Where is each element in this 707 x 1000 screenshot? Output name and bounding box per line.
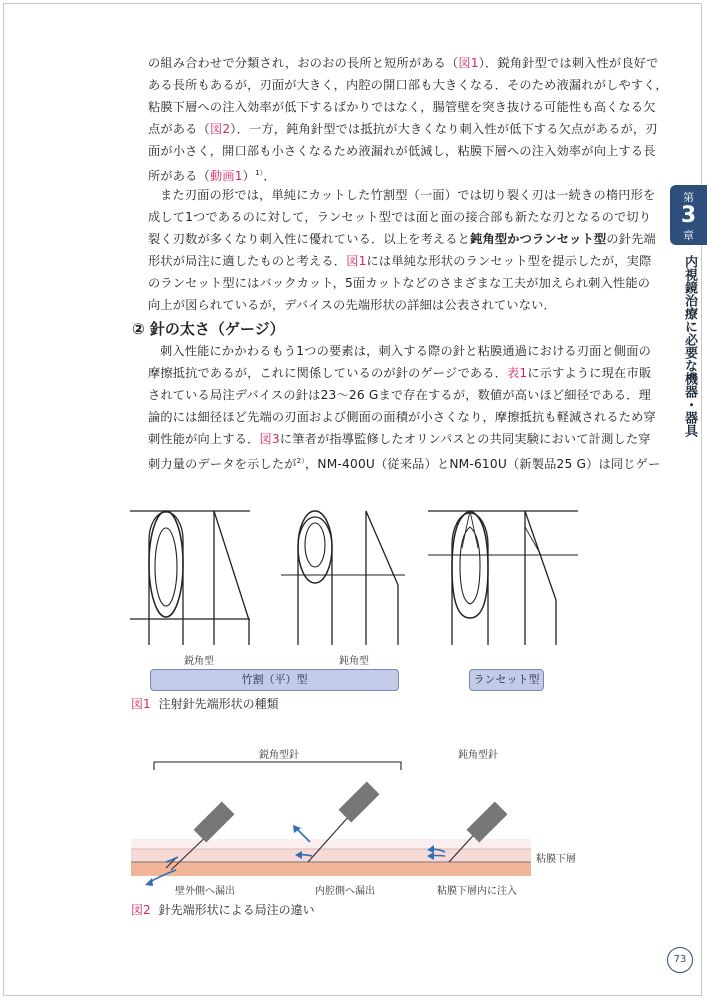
text-line: ある長所もあるが，刃面が大きく，内腔の開口部も大きくなる．そのため液漏れがしやすく， <box>148 78 668 92</box>
text-line: 粘膜下層への注入効率が低下するばかりではなく，腸管壁を突き抜ける可能性も高くなる欠 <box>148 100 656 114</box>
text-line: 摩擦抵抗であるが，これに関係しているのが針のゲージである．表1に示すように現在市販 <box>148 366 652 380</box>
text-line: の組み合わせで分類され，おのおの長所と短所がある（図1）．鋭角針型では刺入性が良好で <box>148 56 659 70</box>
label-submucosa: 粘膜下層 <box>536 854 576 865</box>
text-line: 面が小さく，開口部も小さくなるため液漏れが低減し，粘膜下層への注入効率が向上する長 <box>148 144 656 158</box>
section-heading: ② 針の太さ（ゲージ） <box>132 320 285 338</box>
arrowhead <box>145 878 153 886</box>
figure-ref[interactable]: 図2 <box>209 122 231 136</box>
chapter-suffix: 章 <box>683 229 694 242</box>
video-ref[interactable]: 動画1 <box>209 169 243 184</box>
submucosa-layer <box>131 862 531 876</box>
table-ref[interactable]: 表1 <box>507 366 528 380</box>
chapter-number: 3 <box>680 203 697 228</box>
text-line: 向上が図られているが，デバイスの先端形状の詳細は公表されていない． <box>148 298 556 312</box>
group-bamboo-cut: 竹割（平）型 <box>150 669 399 691</box>
label-obtuse-needle: 鈍角型針 <box>458 750 498 761</box>
figure-ref[interactable]: 図1 <box>458 56 479 70</box>
text-line: 所がある（動画1）$^{1)}$． <box>148 169 276 184</box>
mucosa-top-layer <box>131 839 531 849</box>
figure-ref[interactable]: 図1 <box>346 254 367 268</box>
figure1-number: 図1 <box>131 697 151 711</box>
group-lancet: ランセット型 <box>469 669 544 691</box>
citation: 1） <box>255 169 264 177</box>
citation: 2） <box>296 457 306 465</box>
label-obtuse: 鈍角型 <box>339 656 369 667</box>
chapter-title: 内視鏡治療に必要な機器・器具 <box>682 255 697 437</box>
page-number: 73 <box>667 947 693 973</box>
text-line: 形状が局注に適したものと考える．図1には単純な形状のランセット型を提示したが，実際 <box>148 254 652 268</box>
figure-ref[interactable]: 図3 <box>259 432 280 446</box>
label-inject-submucosa: 粘膜下層内に注入 <box>437 886 517 897</box>
chapter-prefix: 第 <box>683 191 694 204</box>
text-line: 成して1つであるのに対して，ランセット型では面と面の接合部も新たな刃となるので切り <box>148 210 652 224</box>
text-line: 刺性能が向上する．図3に筆者が指導監修したオリンパスとの共同実験において計測した穿 <box>148 432 651 446</box>
label-leak-outside: 壁外側へ漏出 <box>175 886 235 897</box>
label-acute: 鋭角型 <box>184 656 214 667</box>
text-line: また刃面の形では，単純にカットした竹割型（一面）では切り裂く刃は一続きの楕円形を <box>160 188 656 202</box>
label-leak-lumen: 内腔側へ漏出 <box>315 886 375 897</box>
figure2-number: 図2 <box>131 903 151 917</box>
text-line: されている局注デバイスの針は23～26 Gまで存在するが，数値が高いほど細径である．理 <box>148 388 652 402</box>
figure2-caption <box>131 901 315 918</box>
bracket <box>154 762 401 770</box>
figure2-title: 針先端形状による局注の違い <box>158 903 315 917</box>
text-line: 論的には細径ほど先端の刃面および側面の面積が小さくなり，摩擦抵抗も軽減されるため穿 <box>148 410 656 424</box>
text-line: 裂く刃数が多くなり刺入性に優れている．以上を考えると鈍角型かつランセット型の針先端 <box>148 232 656 246</box>
label-acute-needle: 鋭角型針 <box>259 750 299 761</box>
figure1-title: 注射針先端形状の種類 <box>158 697 279 711</box>
emphasis: 鈍角型かつランセット型 <box>470 232 607 246</box>
text-line: 刺入性能にかかわるもう1つの要素は，刺入する際の針と粘膜通過における刃面と側面の <box>160 344 652 358</box>
text-line: のランセット型にはバックカット，5面カットなどのさまざまな工夫が加えられ刺入性能の <box>148 276 651 290</box>
text-line: 点がある（図2）．一方，鈍角針型では抵抗が大きくなり刺入性が低下する欠点があるが，刃 <box>148 122 658 136</box>
text-line: 刺力量のデータを示したが$^{2)}$，NM-400U（従来品）とNM-610U（新製品25 G）は同じゲー <box>148 457 661 472</box>
